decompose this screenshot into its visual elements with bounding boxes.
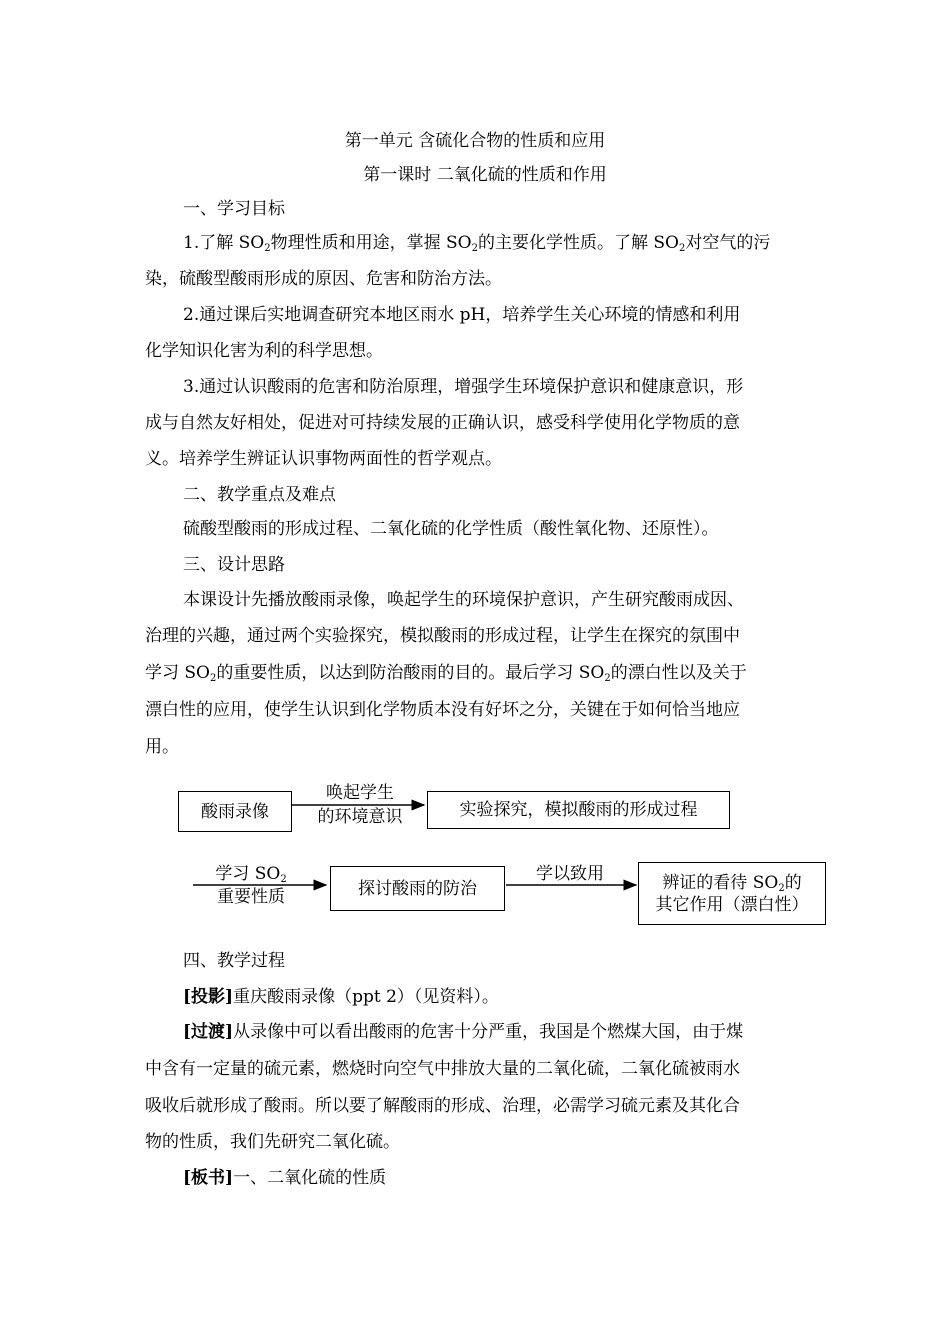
section-heading-keypoints: 二、教学重点及难点 [183,485,336,505]
blackboard-line: [板书]一、二氧化硫的性质 [183,1168,387,1188]
flow-box-other-uses-line-1: 辨证的看待 $SO_2$的 [662,872,802,894]
projection-line: [投影]重庆酸雨录像（ppt 2）（见资料）。 [183,987,499,1007]
flow-box-other-uses-line-2: 其它作用（漂白性） [655,894,809,915]
design-line-5: 用。 [145,737,179,757]
transition-line-2: 中含有一定量的硫元素，燃烧时向空气中排放大量的二氧化硫，二氧化硫被雨水 [145,1059,740,1079]
flow-box-experiment: 实验探究，模拟酸雨的形成过程 [427,791,730,829]
goal-2-line-1: 2.通过课后实地调查研究本地区雨水 pH，培养学生关心环境的情感和利用 [183,305,741,325]
goal-2-line-2: 化学知识化害为利的科学思想。 [145,341,383,361]
transition-line-1: [过渡]从录像中可以看出酸雨的危害十分严重，我国是个燃煤大国，由于煤 [183,1022,744,1042]
design-line-3: 学习 $SO_2$的重要性质，以达到防治酸雨的目的。最后学习 $SO_2$的漂白性以及关于 [145,663,747,684]
transition-line-4: 物的性质，我们先研究二氧化硫。 [145,1132,400,1152]
design-line-4: 漂白性的应用，使学生认识到化学物质本没有好坏之分，关键在于如何恰当地应 [145,700,740,720]
design-line-1: 本课设计先播放酸雨录像，唤起学生的环境保护意识，产生研究酸雨成因、 [183,590,744,610]
arrow-2-label-top: 学习 $SO_2$ [215,864,287,885]
keypoints-text: 硫酸型酸雨的形成过程、二氧化硫的化学性质（酸性氧化物、还原性）。 [183,519,719,539]
goal-3-line-3: 义。培养学生辨证认识事物两面性的哲学观点。 [145,449,502,469]
goal-1-line-2: 染，硫酸型酸雨形成的原因、危害和防治方法。 [145,269,502,289]
flow-box-prevention: 探讨酸雨的防治 [330,866,505,911]
section-heading-process: 四、教学过程 [183,951,285,971]
design-line-2: 治理的兴趣，通过两个实验探究，模拟酸雨的形成过程，让学生在探究的氛围中 [145,626,740,646]
lesson-title: 第一课时 二氧化硫的性质和作用 [363,165,607,185]
arrow-1-label-top: 唤起学生 [326,783,394,803]
transition-line-3: 吸收后就形成了酸雨。所以要了解酸雨的形成、治理，必需学习硫元素及其化合 [145,1096,740,1116]
flow-box-other-uses [638,862,826,925]
section-heading-design: 三、设计思路 [183,555,285,575]
flow-box-acid-rain-video: 酸雨录像 [178,791,292,832]
section-heading-goals: 一、学习目标 [183,199,285,219]
goal-3-line-1: 3.通过认识酸雨的危害和防治原理，增强学生环境保护意识和健康意识，形 [183,377,744,397]
unit-title: 第一单元 含硫化合物的性质和应用 [344,131,606,151]
goal-1-line-1: 1.了解 $SO_2$物理性质和用途，掌握 $SO_2$的主要化学性质。了解 $SO_2$对空气的污 [183,233,771,254]
goal-3-line-2: 成与自然友好相处，促进对可持续发展的正确认识，感受科学使用化学物质的意 [145,413,740,433]
arrow-3-label-top: 学以致用 [536,864,604,884]
arrow-1-label-bottom: 的环境意识 [317,807,403,827]
arrow-2-label-bottom: 重要性质 [217,887,285,907]
